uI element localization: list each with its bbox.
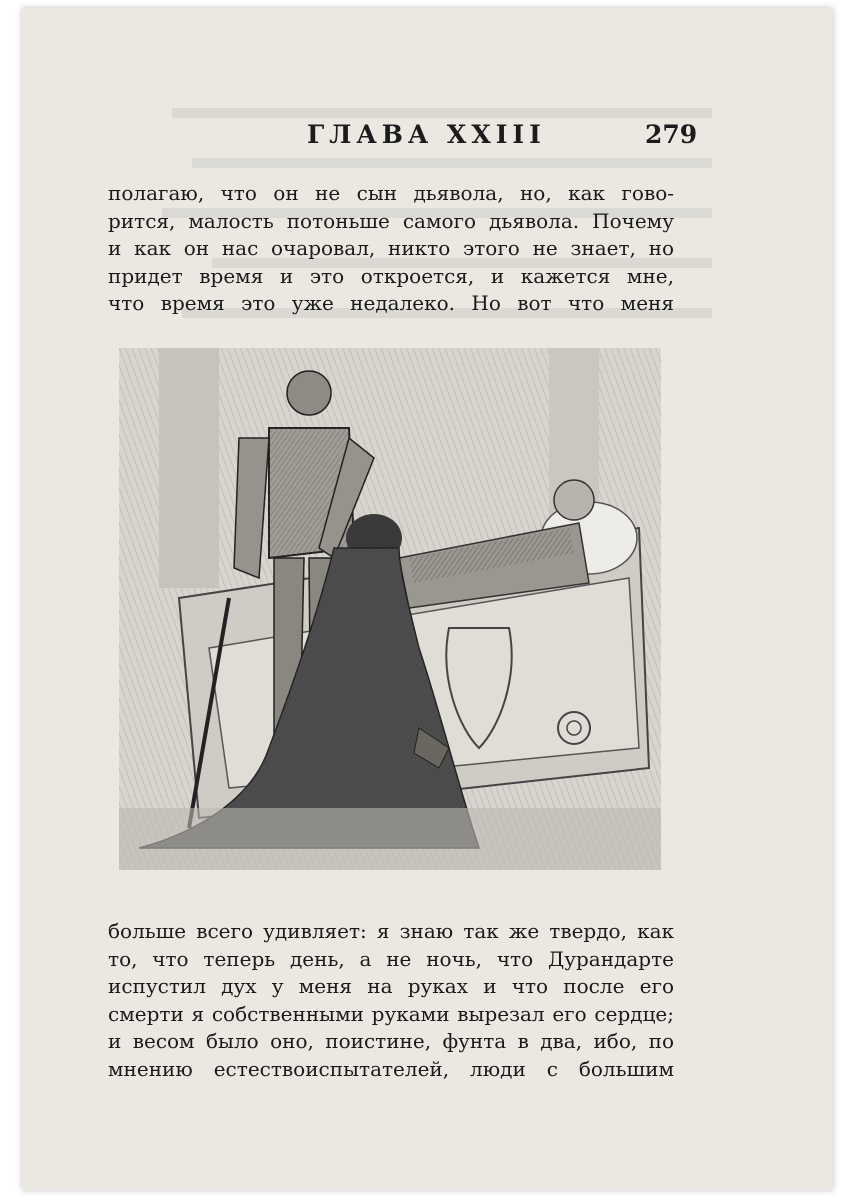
illustration-engraving <box>119 348 661 870</box>
text-line: то, что теперь день, а не ночь, что Дурандарте <box>108 946 674 971</box>
text-line: смерти я собственными руками вырезал его сердце; <box>108 1001 674 1026</box>
page-number: 279 <box>645 120 698 149</box>
text-line: придет время и это откроется, и кажется мне, <box>108 263 674 288</box>
engraving-knight-and-dying-man-icon <box>119 348 661 870</box>
text-line: полагаю, что он не сын дьявола, но, как гово- <box>108 181 674 205</box>
text-line: мнению естествоиспытателей, люди с большим <box>108 1056 674 1081</box>
bottom-paragraph <box>108 918 674 1083</box>
running-header <box>22 120 833 160</box>
text-line: испустил дух у меня на руках и что после его <box>108 974 674 998</box>
chapter-title: ГЛАВА XXIII <box>307 120 546 149</box>
top-paragraph <box>108 180 674 318</box>
text-line: и как он нас очаровал, никто этого не знает, но <box>108 236 674 260</box>
text-line: рится, малость потоньше самого дьявола. Почему <box>108 208 674 233</box>
book-page <box>22 8 833 1190</box>
text-line: больше всего удивляет: я знаю так же твердо, как <box>108 919 674 943</box>
text-line: и весом было оно, поистине, фунта в два, ибо, по <box>108 1029 674 1053</box>
text-line: что время это уже недалеко. Но вот что меня <box>108 291 674 315</box>
